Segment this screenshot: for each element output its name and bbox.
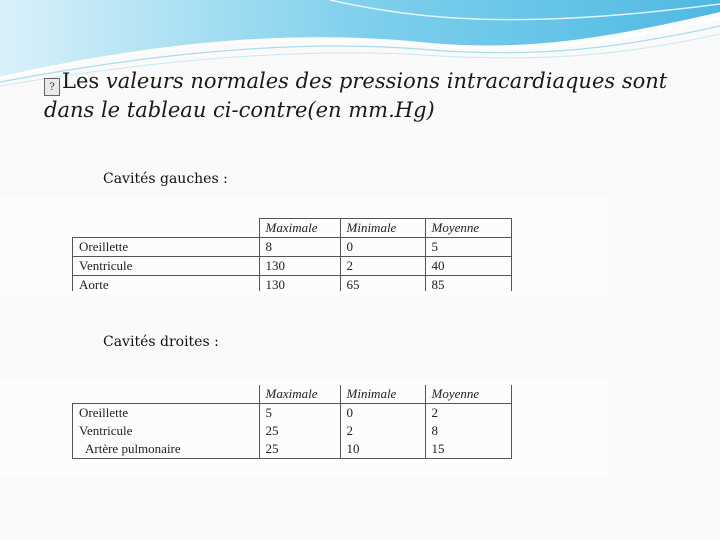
row-avg: 40 xyxy=(425,257,512,276)
row-min: 2 xyxy=(340,422,425,440)
row-min: 10 xyxy=(340,440,425,459)
row-avg: 15 xyxy=(425,440,512,459)
header-empty-cell xyxy=(73,219,260,238)
right-pressure-table xyxy=(72,385,512,459)
title-part2: valeurs normales des pressions intracardiaques sont dans le tableau ci-contre(en mm.Hg) xyxy=(44,69,668,122)
row-max: 130 xyxy=(259,257,340,276)
header-maximale: Maximale xyxy=(259,219,340,238)
left-pressure-table xyxy=(72,218,512,291)
table-row xyxy=(73,238,512,257)
row-name: Artère pulmonaire xyxy=(73,440,260,459)
row-name: Oreillette xyxy=(73,404,260,423)
header-moyenne: Moyenne xyxy=(425,385,512,404)
row-name: Ventricule xyxy=(73,422,260,440)
table-row xyxy=(73,276,512,292)
row-max: 25 xyxy=(259,422,340,440)
header-minimale: Minimale xyxy=(340,219,425,238)
left-cavities-label: Cavités gauches : xyxy=(103,171,228,187)
row-min: 65 xyxy=(340,276,425,292)
bullet-icon: ? xyxy=(44,78,60,96)
row-max: 130 xyxy=(259,276,340,292)
row-name: Aorte xyxy=(73,276,260,292)
row-name: Oreillette xyxy=(73,238,260,257)
table-row xyxy=(73,440,512,459)
row-avg: 5 xyxy=(425,238,512,257)
slide-title xyxy=(44,67,684,125)
row-avg: 85 xyxy=(425,276,512,292)
header-maximale: Maximale xyxy=(259,385,340,404)
row-max: 25 xyxy=(259,440,340,459)
right-cavities-label: Cavités droites : xyxy=(103,334,219,350)
header-minimale: Minimale xyxy=(340,385,425,404)
table-header-row xyxy=(73,219,512,238)
row-min: 0 xyxy=(340,238,425,257)
row-max: 8 xyxy=(259,238,340,257)
row-name: Ventricule xyxy=(73,257,260,276)
header-moyenne: Moyenne xyxy=(425,219,512,238)
table-header-row xyxy=(73,385,512,404)
row-avg: 2 xyxy=(425,404,512,423)
row-max: 5 xyxy=(259,404,340,423)
title-part1: Les xyxy=(62,69,100,93)
table-row xyxy=(73,257,512,276)
row-min: 0 xyxy=(340,404,425,423)
header-empty-cell xyxy=(73,385,260,404)
left-table-clip xyxy=(72,218,512,291)
table-row xyxy=(73,404,512,423)
row-avg: 8 xyxy=(425,422,512,440)
row-min: 2 xyxy=(340,257,425,276)
table-row xyxy=(73,422,512,440)
right-table-clip xyxy=(72,385,512,473)
